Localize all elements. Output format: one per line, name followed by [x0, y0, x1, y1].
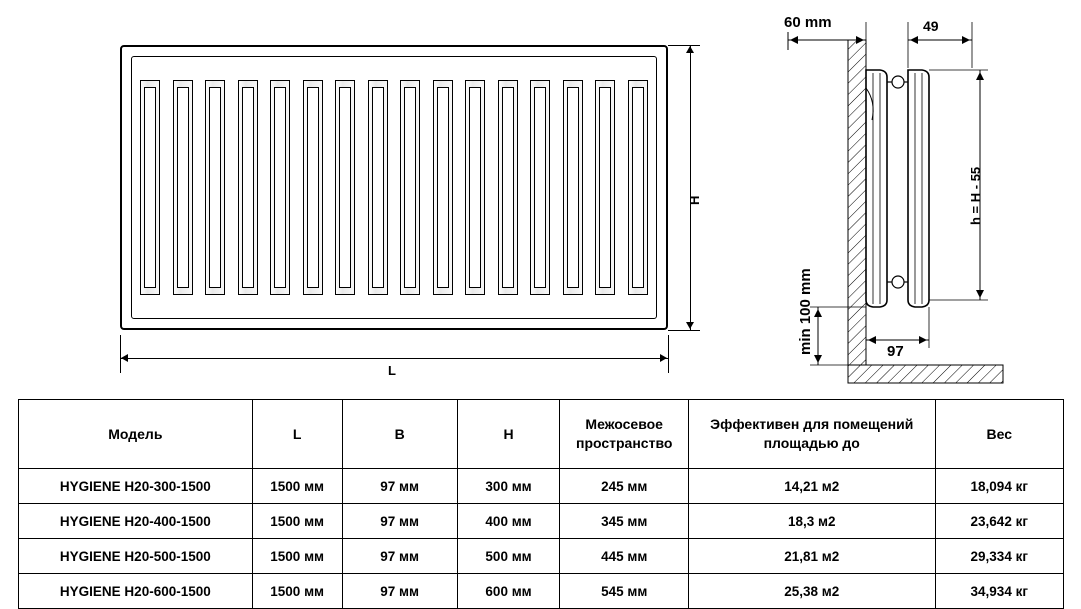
radiator-fin — [368, 80, 388, 295]
radiator-fin — [303, 80, 323, 295]
cell-area: 18,3 м2 — [688, 504, 935, 539]
cell-weight: 23,642 кг — [935, 504, 1064, 539]
length-dimension-tick-right — [668, 335, 669, 373]
header-axis-spacing — [560, 400, 689, 469]
cell-axis: 545 мм — [560, 574, 689, 609]
cell-weight: 29,334 кг — [935, 539, 1064, 574]
length-dimension-line — [120, 358, 668, 359]
height-arrow-down — [686, 322, 694, 329]
cell-model: HYGIENE H20-500-1500 — [19, 539, 253, 574]
length-arrow-right — [660, 354, 667, 362]
radiator-fin — [530, 80, 550, 295]
cell-weight: 34,934 кг — [935, 574, 1064, 609]
cell-area: 14,21 м2 — [688, 469, 935, 504]
table-header — [19, 400, 1064, 469]
height-dimension-tick-top — [668, 45, 700, 46]
depth-60mm-label: 60 mm — [784, 14, 832, 31]
table-row — [19, 469, 1064, 504]
cell-h: 600 мм — [457, 574, 560, 609]
table-row — [19, 504, 1064, 539]
cell-b: 97 мм — [342, 574, 457, 609]
radiator-fin — [563, 80, 583, 295]
height-label: H — [687, 195, 702, 205]
cell-weight: 18,094 кг — [935, 469, 1064, 504]
header-weight: Вес — [935, 400, 1064, 469]
radiator-fin — [628, 80, 648, 295]
radiator-fin — [173, 80, 193, 295]
radiator-fin — [465, 80, 485, 295]
header-model: Модель — [19, 400, 253, 469]
radiator-fin — [400, 80, 420, 295]
header-h: H — [457, 400, 560, 469]
radiator-body-outline — [120, 45, 668, 330]
cell-h: 400 мм — [457, 504, 560, 539]
radiator-fin — [433, 80, 453, 295]
side-view-drawing — [740, 10, 1070, 395]
cell-b: 97 мм — [342, 539, 457, 574]
header-b: B — [342, 400, 457, 469]
cell-l: 1500 мм — [252, 469, 342, 504]
header-effective-area-line1: Эффективен для помещений — [710, 416, 914, 433]
cell-axis: 245 мм — [560, 469, 689, 504]
header-effective-area-line2: площадью до — [763, 435, 860, 451]
cell-model: HYGIENE H20-400-1500 — [19, 504, 253, 539]
cell-axis: 445 мм — [560, 539, 689, 574]
radiator-front-view — [120, 45, 702, 378]
cell-model: HYGIENE H20-600-1500 — [19, 574, 253, 609]
radiator-fin — [498, 80, 518, 295]
cell-area: 21,81 м2 — [688, 539, 935, 574]
table-header-row — [19, 400, 1064, 469]
radiator-fin — [140, 80, 160, 295]
table-body — [19, 469, 1064, 609]
dimension-49-label: 49 — [923, 18, 939, 34]
cell-h: 300 мм — [457, 469, 560, 504]
header-axis-spacing-line2: пространство — [575, 435, 673, 451]
length-label: L — [388, 363, 396, 378]
header-effective-area — [688, 400, 935, 469]
cell-l: 1500 мм — [252, 504, 342, 539]
table-row — [19, 574, 1064, 609]
height-dimension-tick-bottom — [668, 330, 700, 331]
cell-l: 1500 мм — [252, 574, 342, 609]
radiator-fin — [270, 80, 290, 295]
cell-h: 500 мм — [457, 539, 560, 574]
length-arrow-left — [121, 354, 128, 362]
height-arrow-up — [686, 46, 694, 53]
radiator-fin — [595, 80, 615, 295]
header-axis-spacing-line1: Межосевое — [585, 416, 663, 433]
radiator-fin — [335, 80, 355, 295]
radiator-side-view — [740, 10, 1070, 395]
cell-model: HYGIENE H20-300-1500 — [19, 469, 253, 504]
radiator-fin — [205, 80, 225, 295]
specification-table — [18, 399, 1064, 609]
table-row — [19, 539, 1064, 574]
h-minus-55-label: h = H - 55 — [968, 166, 983, 225]
min-100mm-label: min 100 mm — [797, 268, 814, 355]
cell-b: 97 мм — [342, 469, 457, 504]
height-dimension-line — [690, 45, 691, 330]
cell-b: 97 мм — [342, 504, 457, 539]
cell-area: 25,38 м2 — [688, 574, 935, 609]
radiator-fins-group — [140, 80, 648, 295]
radiator-fin — [238, 80, 258, 295]
header-l: L — [252, 400, 342, 469]
cell-l: 1500 мм — [252, 539, 342, 574]
dimension-97-label: 97 — [887, 343, 904, 360]
cell-axis: 345 мм — [560, 504, 689, 539]
